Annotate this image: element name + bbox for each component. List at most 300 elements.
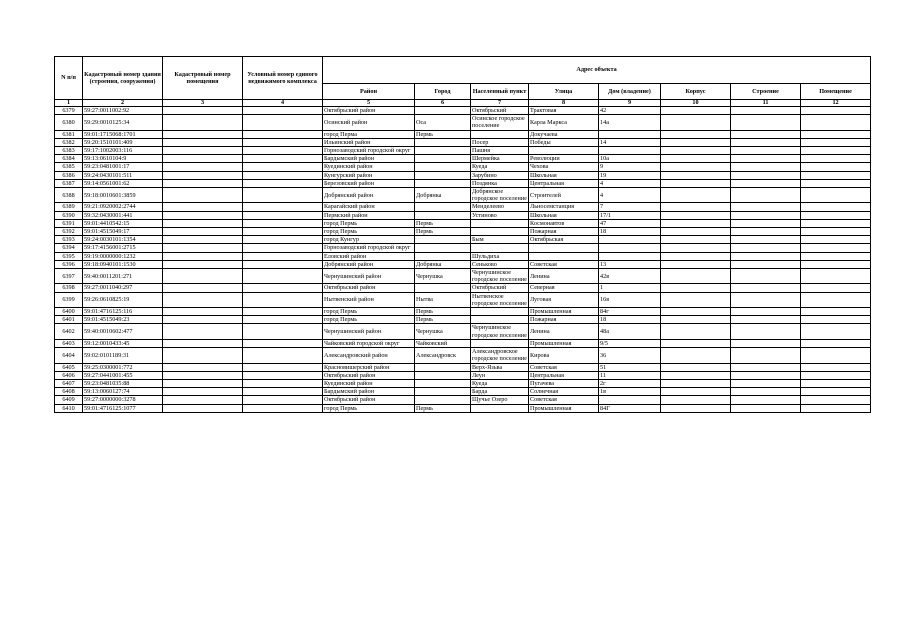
row-number: 6403 bbox=[55, 339, 83, 347]
settlement-cell: Посер bbox=[471, 138, 529, 146]
cadastral-number: 59:27:0441001:455 bbox=[83, 371, 163, 379]
conditional-number bbox=[243, 107, 323, 115]
column-number: 7 bbox=[471, 100, 529, 107]
city-cell: Чернушка bbox=[415, 324, 471, 339]
settlement-cell: Устиново bbox=[471, 211, 529, 219]
street-cell: Советская bbox=[529, 260, 599, 268]
room-cadastral bbox=[163, 188, 243, 203]
row-number: 6398 bbox=[55, 284, 83, 292]
column-number: 9 bbox=[599, 100, 661, 107]
room-cell bbox=[801, 388, 871, 396]
room-cell bbox=[801, 244, 871, 252]
street-cell: Пугачева bbox=[529, 379, 599, 387]
header-street: Улица bbox=[529, 84, 599, 100]
row-number: 6392 bbox=[55, 228, 83, 236]
conditional-number bbox=[243, 339, 323, 347]
korpus-cell bbox=[661, 252, 731, 260]
house-cell: 9 bbox=[599, 163, 661, 171]
korpus-cell bbox=[661, 115, 731, 130]
street-cell: Чехова bbox=[529, 163, 599, 171]
table-row bbox=[55, 388, 871, 396]
conditional-number bbox=[243, 388, 323, 396]
street-cell: Промышленная bbox=[529, 308, 599, 316]
house-cell: 11 bbox=[599, 371, 661, 379]
room-cell bbox=[801, 147, 871, 155]
house-cell: 51 bbox=[599, 363, 661, 371]
header-district: Район bbox=[323, 84, 415, 100]
korpus-cell bbox=[661, 244, 731, 252]
conditional-number bbox=[243, 324, 323, 339]
city-cell bbox=[415, 379, 471, 387]
row-number: 6390 bbox=[55, 211, 83, 219]
city-cell bbox=[415, 179, 471, 187]
street-cell bbox=[529, 252, 599, 260]
cadastral-number: 59:01:1715068:1701 bbox=[83, 130, 163, 138]
house-cell bbox=[599, 396, 661, 404]
city-cell: Пермь bbox=[415, 219, 471, 227]
district-cell: город Пермь bbox=[323, 308, 415, 316]
district-cell: город Пермь bbox=[323, 219, 415, 227]
district-cell: Октябрьский район bbox=[323, 284, 415, 292]
table-row bbox=[55, 130, 871, 138]
cadastral-number: 59:23:0481001:17 bbox=[83, 163, 163, 171]
korpus-cell bbox=[661, 371, 731, 379]
city-cell bbox=[415, 147, 471, 155]
building-cell bbox=[731, 363, 801, 371]
korpus-cell bbox=[661, 324, 731, 339]
conditional-number bbox=[243, 211, 323, 219]
room-cadastral bbox=[163, 404, 243, 412]
row-number: 6393 bbox=[55, 236, 83, 244]
conditional-number bbox=[243, 228, 323, 236]
cadastral-number: 59:40:0010602:477 bbox=[83, 324, 163, 339]
cadastral-number: 59:13:0610104:9 bbox=[83, 155, 163, 163]
settlement-cell: Щучье Озеро bbox=[471, 396, 529, 404]
korpus-cell bbox=[661, 396, 731, 404]
room-cell bbox=[801, 379, 871, 387]
room-cell bbox=[801, 228, 871, 236]
table-row bbox=[55, 292, 871, 307]
street-cell bbox=[529, 244, 599, 252]
room-cadastral bbox=[163, 171, 243, 179]
conditional-number bbox=[243, 155, 323, 163]
building-cell bbox=[731, 252, 801, 260]
row-number: 6389 bbox=[55, 203, 83, 211]
room-cell bbox=[801, 138, 871, 146]
district-cell: город Пермь bbox=[323, 404, 415, 412]
building-cell bbox=[731, 138, 801, 146]
street-cell: Центральная bbox=[529, 371, 599, 379]
room-cell bbox=[801, 188, 871, 203]
conditional-number bbox=[243, 371, 323, 379]
building-cell bbox=[731, 284, 801, 292]
room-cadastral bbox=[163, 147, 243, 155]
conditional-number bbox=[243, 163, 323, 171]
row-number: 6409 bbox=[55, 396, 83, 404]
header-room: Помещение bbox=[801, 84, 871, 100]
house-cell: 18 bbox=[599, 316, 661, 324]
district-cell: город Пермь bbox=[323, 228, 415, 236]
house-cell: 1 bbox=[599, 284, 661, 292]
house-cell: 16в bbox=[599, 292, 661, 307]
settlement-cell: Октябрьский bbox=[471, 107, 529, 115]
room-cadastral bbox=[163, 163, 243, 171]
room-cell bbox=[801, 284, 871, 292]
building-cell bbox=[731, 260, 801, 268]
district-cell: Октябрьский район bbox=[323, 371, 415, 379]
settlement-cell bbox=[471, 339, 529, 347]
city-cell: Пермь bbox=[415, 308, 471, 316]
street-cell: Льносемстанция bbox=[529, 203, 599, 211]
column-number: 8 bbox=[529, 100, 599, 107]
house-cell bbox=[599, 244, 661, 252]
building-cell bbox=[731, 269, 801, 284]
room-cell bbox=[801, 219, 871, 227]
conditional-number bbox=[243, 203, 323, 211]
street-cell: Докучаева bbox=[529, 130, 599, 138]
city-cell: Александровск bbox=[415, 348, 471, 363]
city-cell bbox=[415, 107, 471, 115]
settlement-cell: Зарубино bbox=[471, 171, 529, 179]
room-cell bbox=[801, 396, 871, 404]
building-cell bbox=[731, 396, 801, 404]
district-cell: Куединский район bbox=[323, 163, 415, 171]
table-row bbox=[55, 260, 871, 268]
room-cadastral bbox=[163, 260, 243, 268]
city-cell: Чернушка bbox=[415, 269, 471, 284]
korpus-cell bbox=[661, 107, 731, 115]
table-row bbox=[55, 203, 871, 211]
city-cell: Чайковский bbox=[415, 339, 471, 347]
table-row bbox=[55, 339, 871, 347]
row-number: 6382 bbox=[55, 138, 83, 146]
row-number: 6385 bbox=[55, 163, 83, 171]
korpus-cell bbox=[661, 130, 731, 138]
room-cell bbox=[801, 339, 871, 347]
street-cell: Пожарная bbox=[529, 228, 599, 236]
conditional-number bbox=[243, 292, 323, 307]
building-cell bbox=[731, 228, 801, 236]
house-cell bbox=[599, 147, 661, 155]
house-cell: 14а bbox=[599, 115, 661, 130]
row-number: 6399 bbox=[55, 292, 83, 307]
conditional-number bbox=[243, 260, 323, 268]
house-cell: 42 bbox=[599, 107, 661, 115]
table-row bbox=[55, 115, 871, 130]
korpus-cell bbox=[661, 228, 731, 236]
house-cell: 1в bbox=[599, 388, 661, 396]
street-cell: Северная bbox=[529, 284, 599, 292]
building-cell bbox=[731, 236, 801, 244]
street-cell: Советская bbox=[529, 396, 599, 404]
row-number: 6410 bbox=[55, 404, 83, 412]
settlement-cell: Александровское городское поселение bbox=[472, 348, 527, 363]
row-number: 6394 bbox=[55, 244, 83, 252]
table-row bbox=[55, 171, 871, 179]
room-cadastral bbox=[163, 252, 243, 260]
korpus-cell bbox=[661, 284, 731, 292]
district-cell: Бардымский район bbox=[323, 388, 415, 396]
korpus-cell bbox=[661, 211, 731, 219]
conditional-number bbox=[243, 188, 323, 203]
room-cadastral bbox=[163, 363, 243, 371]
conditional-number bbox=[243, 252, 323, 260]
building-cell bbox=[731, 179, 801, 187]
district-cell: Кунгурский район bbox=[323, 171, 415, 179]
table-row bbox=[55, 404, 871, 412]
room-cell bbox=[801, 404, 871, 412]
city-cell bbox=[415, 284, 471, 292]
table-row bbox=[55, 219, 871, 227]
column-number: 4 bbox=[243, 100, 323, 107]
row-number: 6397 bbox=[55, 269, 83, 284]
city-cell bbox=[415, 252, 471, 260]
city-cell bbox=[415, 155, 471, 163]
house-cell: 13 bbox=[599, 260, 661, 268]
cadastral-number: 59:18:0010601:3859 bbox=[83, 188, 163, 203]
building-cell bbox=[731, 130, 801, 138]
room-cell bbox=[801, 348, 871, 363]
house-cell: 84Г bbox=[599, 404, 661, 412]
settlement-cell: Верх-Язьва bbox=[471, 363, 529, 371]
column-number: 6 bbox=[415, 100, 471, 107]
city-cell bbox=[415, 138, 471, 146]
korpus-cell bbox=[661, 163, 731, 171]
conditional-number bbox=[243, 244, 323, 252]
conditional-number bbox=[243, 115, 323, 130]
cadastral-number: 59:17:4156001:2715 bbox=[83, 244, 163, 252]
conditional-number bbox=[243, 379, 323, 387]
table-row bbox=[55, 371, 871, 379]
room-cadastral bbox=[163, 228, 243, 236]
street-cell: Школьная bbox=[529, 211, 599, 219]
korpus-cell bbox=[661, 388, 731, 396]
district-cell: Осинский район bbox=[323, 115, 415, 130]
district-cell: Чернушинский район bbox=[323, 269, 415, 284]
room-cell bbox=[801, 316, 871, 324]
conditional-number bbox=[243, 269, 323, 284]
city-cell: Пермь bbox=[415, 316, 471, 324]
cadastral-number: 59:27:0011040:297 bbox=[83, 284, 163, 292]
cadastral-number: 59:26:0610825:19 bbox=[83, 292, 163, 307]
room-cell bbox=[801, 163, 871, 171]
house-cell bbox=[599, 252, 661, 260]
korpus-cell bbox=[661, 308, 731, 316]
cadastral-number: 59:01:4515049:17 bbox=[83, 228, 163, 236]
column-number: 5 bbox=[323, 100, 415, 107]
settlement-cell bbox=[471, 130, 529, 138]
room-cadastral bbox=[163, 348, 243, 363]
house-cell bbox=[599, 130, 661, 138]
building-cell bbox=[731, 348, 801, 363]
district-cell: Добрянский район bbox=[323, 188, 415, 203]
cadastral-number: 59:17:1002003:116 bbox=[83, 147, 163, 155]
city-cell bbox=[415, 203, 471, 211]
settlement-cell: Пашня bbox=[471, 147, 529, 155]
room-cell bbox=[801, 171, 871, 179]
row-number: 6380 bbox=[55, 115, 83, 130]
cadastral-number: 59:18:0940101:1530 bbox=[83, 260, 163, 268]
settlement-cell: Куеда bbox=[471, 163, 529, 171]
room-cadastral bbox=[163, 396, 243, 404]
table-row bbox=[55, 324, 871, 339]
korpus-cell bbox=[661, 188, 731, 203]
room-cell bbox=[801, 292, 871, 307]
room-cadastral bbox=[163, 115, 243, 130]
room-cell bbox=[801, 324, 871, 339]
column-number: 2 bbox=[83, 100, 163, 107]
street-cell: Кирова bbox=[529, 348, 599, 363]
column-number: 10 bbox=[661, 100, 731, 107]
room-cadastral bbox=[163, 269, 243, 284]
cadastral-number: 59:13:0060127:74 bbox=[83, 388, 163, 396]
cadastral-number: 59:25:0300001:772 bbox=[83, 363, 163, 371]
korpus-cell bbox=[661, 236, 731, 244]
row-number: 6406 bbox=[55, 371, 83, 379]
house-cell: 10а bbox=[599, 155, 661, 163]
room-cadastral bbox=[163, 155, 243, 163]
row-number: 6402 bbox=[55, 324, 83, 339]
room-cell bbox=[801, 203, 871, 211]
district-cell: Ильинский район bbox=[323, 138, 415, 146]
cadastral-number: 59:01:4515049:23 bbox=[83, 316, 163, 324]
conditional-number bbox=[243, 404, 323, 412]
settlement-cell: Чернушинское городское поселение bbox=[472, 324, 527, 339]
district-cell: Чайковский городской округ bbox=[323, 339, 415, 347]
cadastral-number: 59:24:0430101:511 bbox=[83, 171, 163, 179]
header-num: N п/п bbox=[55, 57, 83, 100]
house-cell: 84г bbox=[599, 308, 661, 316]
settlement-cell: Добрянское городское поселение bbox=[472, 188, 527, 203]
settlement-cell bbox=[471, 228, 529, 236]
district-cell: Октябрьский район bbox=[323, 107, 415, 115]
table-row bbox=[55, 308, 871, 316]
settlement-cell bbox=[471, 219, 529, 227]
room-cadastral bbox=[163, 211, 243, 219]
row-number: 6383 bbox=[55, 147, 83, 155]
header-address: Адрес объекта bbox=[323, 57, 871, 84]
building-cell bbox=[731, 163, 801, 171]
korpus-cell bbox=[661, 316, 731, 324]
row-number: 6407 bbox=[55, 379, 83, 387]
city-cell bbox=[415, 171, 471, 179]
cadastral-number: 59:14:0561001:62 bbox=[83, 179, 163, 187]
cadastral-number: 59:21:0920002:2744 bbox=[83, 203, 163, 211]
settlement-cell: Шульдиха bbox=[471, 252, 529, 260]
building-cell bbox=[731, 155, 801, 163]
room-cadastral bbox=[163, 219, 243, 227]
row-number: 6395 bbox=[55, 252, 83, 260]
conditional-number bbox=[243, 236, 323, 244]
city-cell bbox=[415, 396, 471, 404]
building-cell bbox=[731, 203, 801, 211]
property-table bbox=[54, 56, 871, 413]
building-cell bbox=[731, 404, 801, 412]
settlement-cell: Шермейка bbox=[471, 155, 529, 163]
city-cell: Пермь bbox=[415, 228, 471, 236]
city-cell bbox=[415, 371, 471, 379]
room-cadastral bbox=[163, 107, 243, 115]
korpus-cell bbox=[661, 260, 731, 268]
room-cell bbox=[801, 363, 871, 371]
street-cell: Трактовая bbox=[529, 107, 599, 115]
header-cadastral-room: Кадастровый номер помещения bbox=[163, 57, 243, 100]
room-cadastral bbox=[163, 130, 243, 138]
settlement-cell: Поздянка bbox=[471, 179, 529, 187]
row-number: 6384 bbox=[55, 155, 83, 163]
city-cell: Пермь bbox=[415, 130, 471, 138]
table-row bbox=[55, 379, 871, 387]
room-cadastral bbox=[163, 203, 243, 211]
street-cell: Пожарная bbox=[529, 316, 599, 324]
building-cell bbox=[731, 107, 801, 115]
conditional-number bbox=[243, 130, 323, 138]
room-cadastral bbox=[163, 316, 243, 324]
table-row bbox=[55, 188, 871, 203]
street-cell: Промышленная bbox=[529, 404, 599, 412]
conditional-number bbox=[243, 147, 323, 155]
building-cell bbox=[731, 308, 801, 316]
cadastral-number: 59:23:0481035:88 bbox=[83, 379, 163, 387]
house-cell: 17/1 bbox=[599, 211, 661, 219]
cadastral-number: 59:19:0000000:1232 bbox=[83, 252, 163, 260]
table-row bbox=[55, 147, 871, 155]
room-cell bbox=[801, 107, 871, 115]
building-cell bbox=[731, 171, 801, 179]
row-number: 6391 bbox=[55, 219, 83, 227]
row-number: 6381 bbox=[55, 130, 83, 138]
district-cell: Пермский район bbox=[323, 211, 415, 219]
room-cadastral bbox=[163, 284, 243, 292]
city-cell: Добрянка bbox=[415, 260, 471, 268]
building-cell bbox=[731, 211, 801, 219]
korpus-cell bbox=[661, 179, 731, 187]
conditional-number bbox=[243, 179, 323, 187]
district-cell: Добрянский район bbox=[323, 260, 415, 268]
cadastral-number: 59:20:1510101:409 bbox=[83, 138, 163, 146]
district-cell: Горнозаводский городской округ bbox=[323, 147, 415, 155]
table-row bbox=[55, 211, 871, 219]
header-house: Дом (владение) bbox=[599, 84, 661, 100]
street-cell: Луговая bbox=[529, 292, 599, 307]
column-number-row bbox=[55, 100, 871, 107]
row-number: 6404 bbox=[55, 348, 83, 363]
house-cell: 48а bbox=[599, 324, 661, 339]
room-cadastral bbox=[163, 244, 243, 252]
room-cadastral bbox=[163, 388, 243, 396]
house-cell: 14 bbox=[599, 138, 661, 146]
room-cadastral bbox=[163, 324, 243, 339]
room-cell bbox=[801, 252, 871, 260]
cadastral-number: 59:24:0030101:1354 bbox=[83, 236, 163, 244]
settlement-cell: Осинское городское поселение bbox=[471, 115, 529, 130]
room-cell bbox=[801, 130, 871, 138]
room-cadastral bbox=[163, 236, 243, 244]
korpus-cell bbox=[661, 155, 731, 163]
room-cell bbox=[801, 179, 871, 187]
conditional-number bbox=[243, 363, 323, 371]
conditional-number bbox=[243, 396, 323, 404]
district-cell: Бардымский район bbox=[323, 155, 415, 163]
street-cell: Октябрьская bbox=[529, 236, 599, 244]
cadastral-number: 59:01:4716125:1077 bbox=[83, 404, 163, 412]
cadastral-number: 59:29:0010125:34 bbox=[83, 115, 163, 130]
header-settlement: Населенный пункт bbox=[471, 84, 529, 100]
korpus-cell bbox=[661, 203, 731, 211]
district-cell: Березовский район bbox=[323, 179, 415, 187]
room-cadastral bbox=[163, 179, 243, 187]
city-cell: Нытва bbox=[415, 292, 471, 307]
